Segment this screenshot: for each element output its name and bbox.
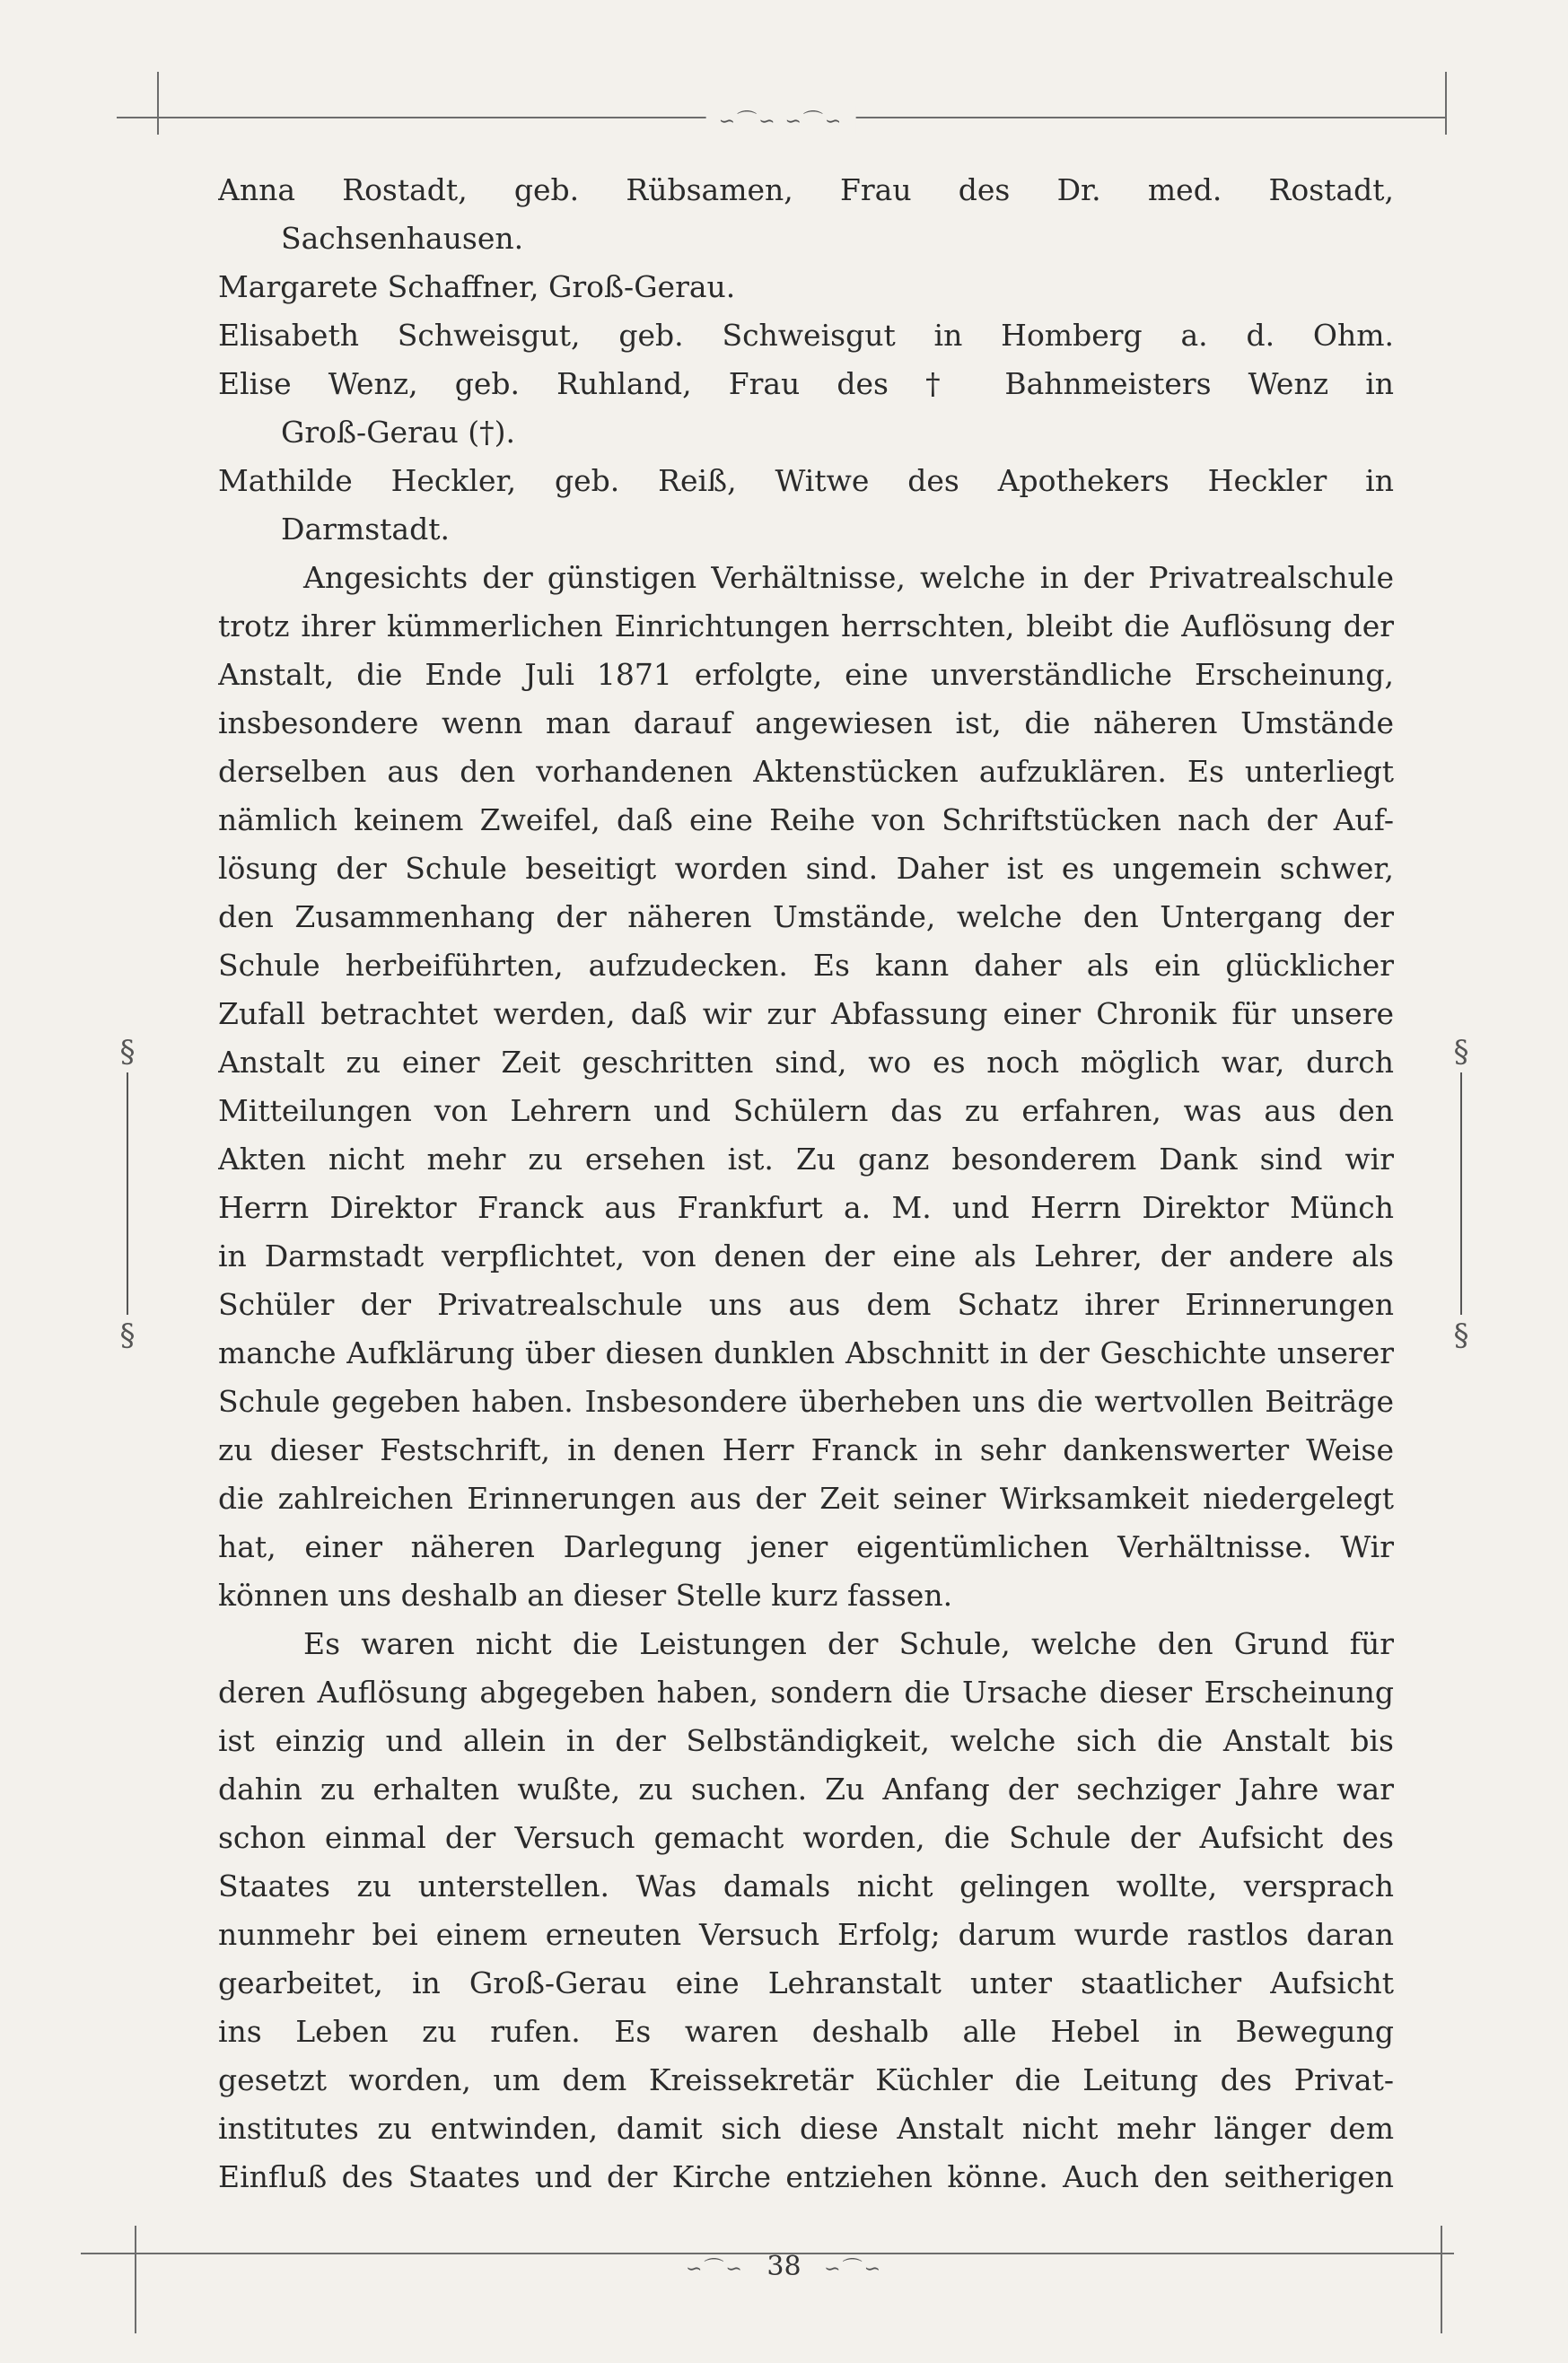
text-line: nämlich keinem Zweifel, daß eine Reihe von Schriftstücken nach der Auf-	[218, 802, 1394, 837]
text-line: manche Aufklärung über diesen dunklen Abschnitt in der Geschichte unserer	[218, 1335, 1394, 1370]
text-line: insbesondere wenn man darauf angewiesen ist, die näheren Umstände	[218, 705, 1394, 740]
text-line: deren Auflösung abgegeben haben, sondern die Ursache dieser Erscheinung	[218, 1675, 1394, 1710]
text-line: Angesichts der günstigen Verhältnisse, welche in der Privatrealschule	[303, 560, 1394, 595]
header-ornament: ∽⌒∽ ∽⌒∽	[706, 106, 856, 134]
text-line: Elisabeth Schweisgut, geb. Schweisgut in Homberg a. d. Ohm.	[218, 318, 1394, 353]
text-line: ist einzig und allein in der Selbständigkeit, welche sich die Anstalt bis	[218, 1723, 1394, 1758]
text-line: Sachsenhausen.	[281, 221, 524, 256]
text-line: hat, einer näheren Darlegung jener eigentümlichen Verhältnisse. Wir	[218, 1529, 1394, 1564]
page-footer	[0, 2251, 1568, 2282]
text-line: Schüler der Privatrealschule uns aus dem Schatz ihrer Erinnerungen	[218, 1287, 1394, 1322]
text-line: Margarete Schaffner, Groß-Gerau.	[218, 269, 736, 304]
text-line: schon einmal der Versuch gemacht worden, die Schule der Aufsicht des	[218, 1820, 1394, 1855]
text-line: Einfluß des Staates und der Kirche entziehen könne. Auch den seitherigen	[218, 2159, 1394, 2194]
text-line: Es waren nicht die Leistungen der Schule, welche den Grund für	[303, 1626, 1394, 1661]
text-line: Elise Wenz, geb. Ruhland, Frau des † Bahnmeisters Wenz in	[218, 366, 1394, 401]
text-line: gesetzt worden, um dem Kreissekretär Küchler die Leitung des Privat-	[218, 2062, 1394, 2097]
text-line: Anstalt zu einer Zeit geschritten sind, wo es noch möglich war, durch	[218, 1045, 1394, 1080]
text-line: gearbeitet, in Groß-Gerau eine Lehranstalt unter staatlicher Aufsicht	[218, 1965, 1394, 2000]
footer-ornament-right: ∽⌒∽	[824, 2258, 883, 2280]
text-line: institutes zu entwinden, damit sich diese Anstalt nicht mehr länger dem	[218, 2111, 1394, 2146]
text-line: Darmstadt.	[281, 512, 450, 547]
text-line: die zahlreichen Erinnerungen aus der Zeit seiner Wirksamkeit niedergelegt	[218, 1481, 1394, 1516]
text-line: den Zusammenhang der näheren Umstände, welche den Untergang der	[218, 899, 1394, 934]
text-line: trotz ihrer kümmerlichen Einrichtungen herrschten, bleibt die Auflösung der	[218, 608, 1394, 643]
text-line: Zufall betrachtet werden, daß wir zur Abfassung einer Chronik für unsere	[218, 996, 1394, 1031]
left-side-ornament: § §	[119, 1034, 136, 1353]
text-line: dahin zu erhalten wußte, zu suchen. Zu Anfang der sechziger Jahre war	[218, 1772, 1394, 1807]
text-line: Schule herbeiführten, aufzudecken. Es kann daher als ein glücklicher	[218, 948, 1394, 983]
text-line: Anna Rostadt, geb. Rübsamen, Frau des Dr. med. Rostadt,	[218, 172, 1394, 207]
text-line: können uns deshalb an dieser Stelle kurz fassen.	[218, 1578, 953, 1613]
text-line: Akten nicht mehr zu ersehen ist. Zu ganz besonderem Dank sind wir	[218, 1142, 1394, 1177]
footer-ornament-left: ∽⌒∽	[685, 2258, 744, 2280]
text-line: Schule gegeben haben. Insbesondere überheben uns die wertvollen Beiträge	[218, 1384, 1394, 1419]
text-line: zu dieser Festschrift, in denen Herr Franck in sehr dankenswerter Weise	[218, 1432, 1394, 1467]
text-line: nunmehr bei einem erneuten Versuch Erfolg; darum wurde rastlos daran	[218, 1917, 1394, 1952]
left-frame-line	[157, 72, 159, 135]
page-number: 38	[766, 2251, 802, 2282]
text-line: in Darmstadt verpflichtet, von denen der eine als Lehrer, der andere als	[218, 1238, 1394, 1273]
text-line: ins Leben zu rufen. Es waren deshalb alle Hebel in Bewegung	[218, 2014, 1394, 2049]
right-side-ornament: § §	[1453, 1034, 1469, 1353]
text-line: lösung der Schule beseitigt worden sind. Daher ist es ungemein schwer,	[218, 851, 1394, 886]
text-line: Staates zu unterstellen. Was damals nicht gelingen wollte, versprach	[218, 1869, 1394, 1904]
text-line: Groß-Gerau (†).	[281, 415, 516, 450]
right-frame-line	[1445, 72, 1447, 135]
text-line: Herrn Direktor Franck aus Frankfurt a. M. und Herrn Direktor Münch	[218, 1190, 1394, 1225]
header-rule	[117, 108, 1445, 133]
text-line: Anstalt, die Ende Juli 1871 erfolgte, eine unverständliche Erscheinung,	[218, 657, 1394, 692]
text-line: Mathilde Heckler, geb. Reiß, Witwe des Apothekers Heckler in	[218, 463, 1394, 498]
text-line: derselben aus den vorhandenen Aktenstücken aufzuklären. Es unterliegt	[218, 754, 1394, 789]
text-line: Mitteilungen von Lehrern und Schülern das zu erfahren, was aus den	[218, 1093, 1394, 1128]
page-body	[218, 166, 1394, 2201]
